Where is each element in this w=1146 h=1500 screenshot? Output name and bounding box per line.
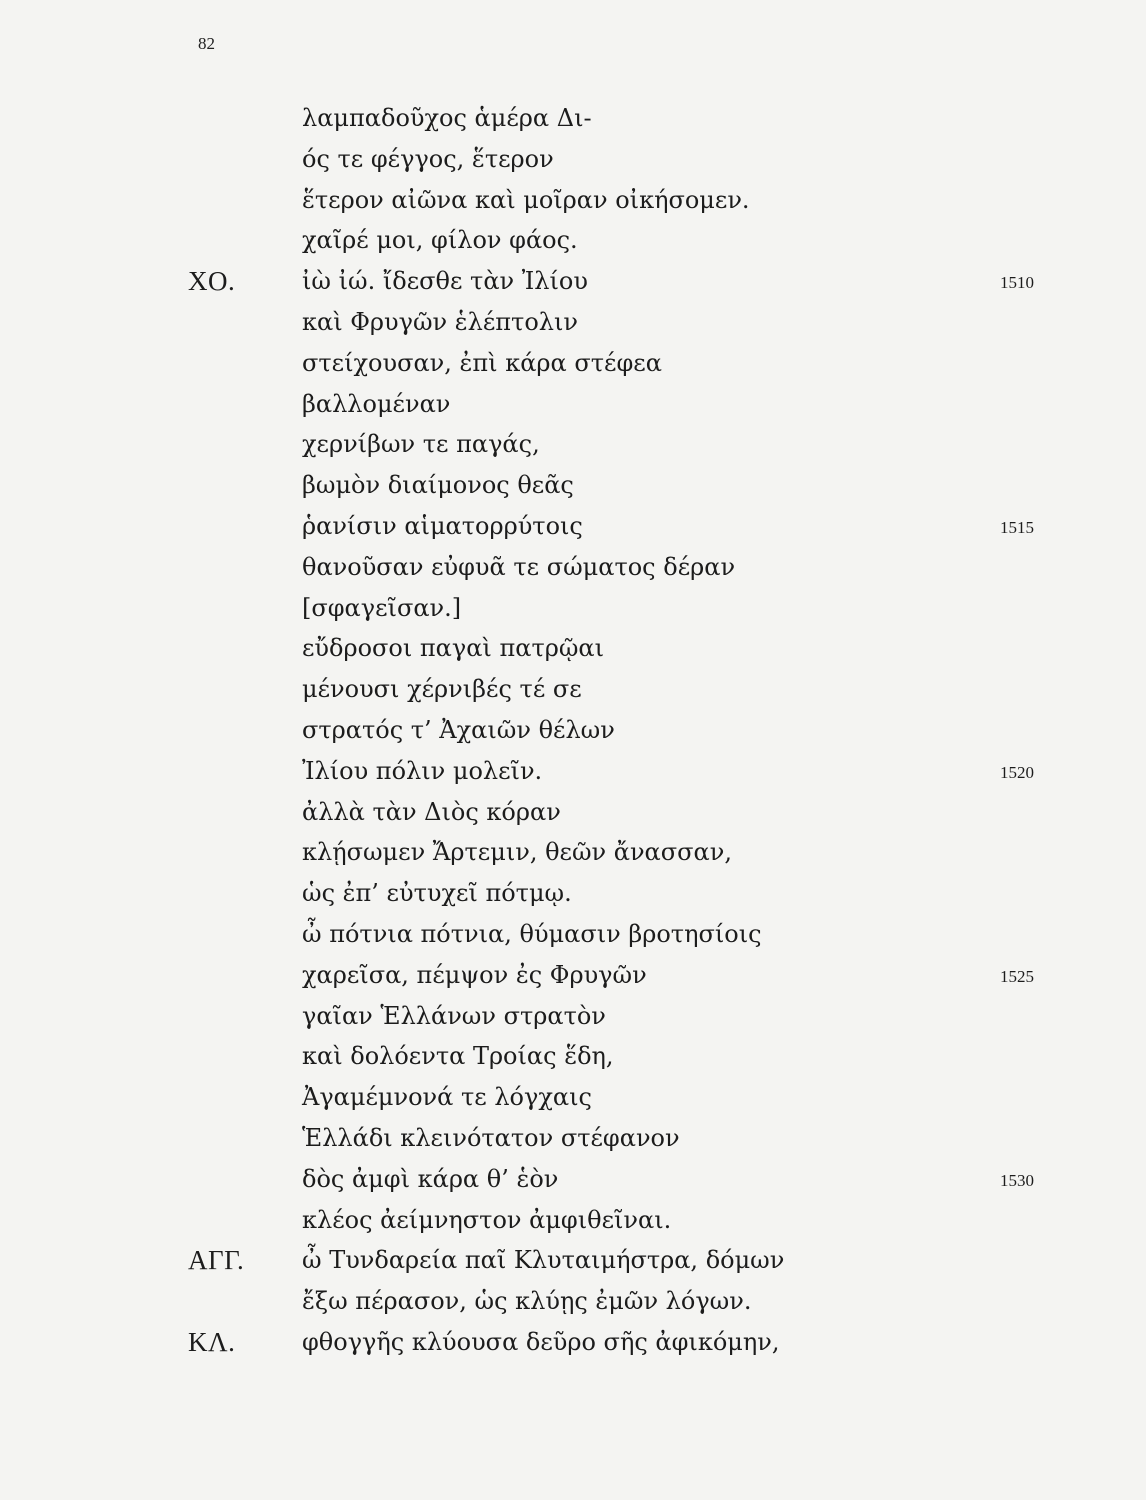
- verse-line: [0, 751, 1146, 791]
- verse-text: δὸς ἀμφὶ κάρα θ’ ἑὸν: [302, 1164, 559, 1193]
- verse-text: χαῖρέ μοι, φίλον φάος.: [302, 226, 578, 255]
- verse-line: [0, 98, 1146, 138]
- verse-line: [0, 914, 1146, 954]
- verse-line: [0, 302, 1146, 342]
- verse-line: [0, 1322, 1146, 1362]
- verse-text: φθογγῆς κλύουσα δεῦρο σῆς ἀφικόμην,: [302, 1328, 780, 1356]
- speaker-label: ΚΛ.: [188, 1327, 236, 1357]
- verse-line: [0, 792, 1146, 832]
- verse-line: [0, 1200, 1146, 1240]
- verse-text: ός τε φέγγος, ἕτερον: [302, 144, 554, 173]
- verse-text: Ἀγαμέμνονά τε λόγχαις: [302, 1083, 592, 1112]
- verse-line: [0, 424, 1146, 464]
- line-number: 1525: [1000, 966, 1034, 986]
- verse-text: καὶ Φρυγῶν ἑλέπτολιν: [302, 308, 578, 336]
- verse-text: ἀλλὰ τὰν Διὸς κόραν: [302, 797, 561, 826]
- verse-line: [0, 547, 1146, 587]
- verse-text: ἰὼ ἰώ. ἴδεσθε τὰν Ἰλίου: [302, 267, 588, 296]
- verse-line: [0, 628, 1146, 668]
- verse-text: ὦ Τυνδαρεία παῖ Κλυταιμήστρα, δόμων: [302, 1246, 785, 1275]
- line-number: 1530: [1000, 1170, 1034, 1190]
- verse-line: [0, 180, 1146, 220]
- verse-text: στείχουσαν, ἐπὶ κάρα στέφεα: [302, 348, 662, 377]
- verse-line: [0, 384, 1146, 424]
- verse-text: θανοῦσαν εὐφυᾶ τε σώματος δέραν: [302, 552, 736, 581]
- page-number: 82: [198, 34, 215, 53]
- verse-line: [0, 669, 1146, 709]
- verse-text: κλέος ἀείμνηστον ἀμφιθεῖναι.: [302, 1205, 672, 1234]
- verse-text: ὡς ἐπ’ εὐτυχεῖ πότμῳ.: [302, 879, 572, 908]
- verse-text: ἔξω πέρασον, ὡς κλύῃς ἐμῶν λόγων.: [302, 1287, 752, 1316]
- verse-text: ὦ πότνια πότνια, θύμασιν βροτησίοις: [302, 920, 762, 948]
- verse-text: στρατός τ’ Ἀχαιῶν θέλων: [302, 716, 615, 744]
- verse-line: [0, 1036, 1146, 1076]
- verse-line: [0, 139, 1146, 179]
- verse-text: μένουσι χέρνιβές τέ σε: [302, 675, 582, 704]
- verse-line: [0, 588, 1146, 628]
- verse-text: ῥανίσιν αἱματορρύτοις: [302, 512, 583, 540]
- verse-line: [0, 220, 1146, 260]
- verse-text: λαμπαδοῦχος ἁμέρα Δι-: [302, 104, 592, 132]
- verse-text: γαῖαν Ἑλλάνων στρατὸν: [302, 1001, 606, 1030]
- verse-text: Ἑλλάδι κλεινότατον στέφανον: [302, 1124, 680, 1152]
- verse-line: [0, 261, 1146, 301]
- verse-line: [0, 506, 1146, 546]
- verse-line: [0, 1077, 1146, 1117]
- verse-line: [0, 465, 1146, 505]
- verse-text: ἕτερον αἰῶνα καὶ μοῖραν οἰκήσομεν.: [302, 185, 750, 214]
- verse-text: χαρεῖσα, πέμψον ἐς Φρυγῶν: [302, 960, 647, 989]
- verse-text: Ἰλίου πόλιν μολεῖν.: [302, 756, 543, 785]
- speaker-label: ΑΓΓ.: [188, 1245, 245, 1276]
- verse-text: βωμὸν διαίμονος θεᾶς: [302, 471, 574, 500]
- verse-text: χερνίβων τε παγάς,: [302, 430, 540, 459]
- verse-line: [0, 873, 1146, 913]
- verse-text: βαλλομέναν: [302, 389, 451, 418]
- verse-line: [0, 343, 1146, 383]
- verse-line: [0, 996, 1146, 1036]
- verse-text: [σφαγεῖσαν.]: [302, 593, 462, 622]
- verse-line: [0, 1281, 1146, 1321]
- verse-line: [0, 1118, 1146, 1158]
- verse-text: εὔδροσοι παγαὶ πατρῷαι: [302, 634, 605, 663]
- line-number: 1510: [1000, 273, 1034, 293]
- line-number: 1520: [1000, 762, 1034, 782]
- verse-line: [0, 710, 1146, 750]
- line-number: 1515: [1000, 518, 1034, 537]
- verse-line: [0, 1240, 1146, 1280]
- verse-line: [0, 832, 1146, 872]
- verse-line: [0, 1159, 1146, 1199]
- speaker-label: ΧΟ.: [188, 266, 236, 297]
- verse-line: [0, 955, 1146, 995]
- verse-text: καὶ δολόεντα Τροίας ἕδη,: [302, 1042, 614, 1071]
- verse-text: κλῄσωμεν Ἄρτεμιν, θεῶν ἄνασσαν,: [302, 838, 732, 867]
